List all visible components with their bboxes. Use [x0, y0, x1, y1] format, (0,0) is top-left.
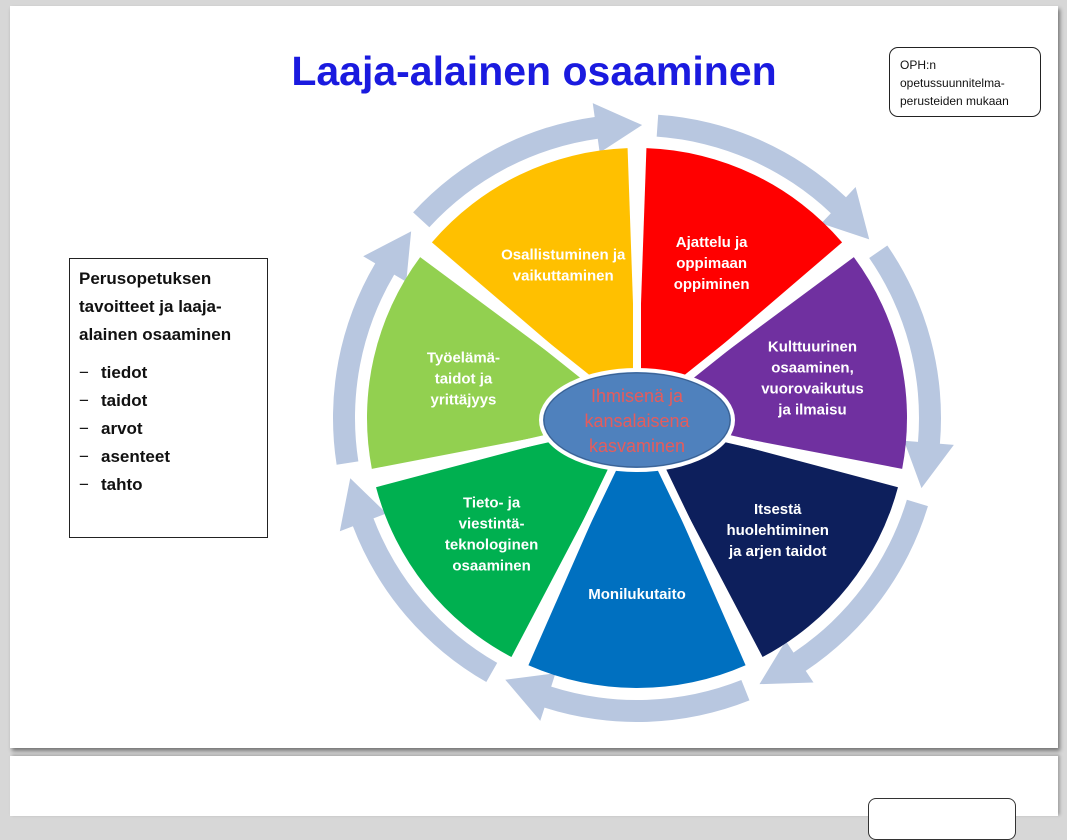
- segment-label: osaaminen,: [771, 359, 854, 377]
- next-slide-box: [868, 798, 1016, 840]
- goals-item-label: arvot: [101, 419, 143, 438]
- segment-label: Tieto- ja: [462, 494, 521, 512]
- segment-label: osaaminen: [452, 557, 531, 575]
- segment-label: Työelämä-: [426, 349, 501, 367]
- segment-label: oppimaan: [676, 255, 748, 273]
- dash-icon: −: [79, 475, 89, 494]
- goals-item-label: tiedot: [101, 363, 148, 382]
- segment-label: ja ilmaisu: [778, 401, 847, 419]
- source-note-line: opetussuunnitelma-: [900, 76, 1005, 90]
- segment-label: yrittäjyys: [430, 391, 497, 409]
- goals-item-label: tahto: [101, 475, 143, 494]
- center-label: kasvaminen: [588, 436, 686, 456]
- goals-item-label: asenteet: [101, 447, 170, 466]
- center-label: Ihmisenä ja: [590, 386, 684, 406]
- goals-heading-line: Perusopetuksen: [79, 269, 212, 288]
- center-label: kansalaisena: [584, 411, 690, 431]
- next-slide-preview: [10, 756, 1058, 816]
- segment-label: vaikuttaminen: [512, 267, 614, 285]
- source-note-line: OPH:n: [900, 58, 937, 72]
- segment-label: vuorovaikutus: [761, 380, 864, 398]
- slide-title: Laaja-alainen osaaminen: [291, 48, 777, 94]
- dash-icon: −: [79, 363, 89, 382]
- segment-label: Kulttuurinen: [767, 338, 858, 356]
- segment-label: huolehtiminen: [726, 522, 829, 540]
- source-note-line: perusteiden mukaan: [900, 94, 1009, 108]
- segment-label: Itsestä: [753, 501, 802, 519]
- segment-label: taidot ja: [434, 370, 493, 388]
- segment-label: ja arjen taidot: [728, 543, 827, 561]
- goals-item-label: taidot: [101, 391, 148, 410]
- segment-label: Osallistuminen ja: [501, 246, 626, 264]
- goals-heading-line: alainen osaaminen: [79, 325, 232, 344]
- segment-label: viestintä-: [458, 515, 525, 533]
- goals-heading-line: tavoitteet ja laaja-: [79, 297, 222, 316]
- dash-icon: −: [79, 419, 89, 438]
- segment-label: Monilukutaito: [588, 586, 686, 603]
- slide: [10, 6, 1058, 748]
- dash-icon: −: [79, 391, 89, 410]
- dash-icon: −: [79, 447, 89, 466]
- competence-wheel: [10, 6, 1058, 748]
- segment-label: oppiminen: [673, 276, 750, 294]
- segment-label: Ajattelu ja: [675, 234, 748, 252]
- segment-label: teknologinen: [444, 536, 539, 554]
